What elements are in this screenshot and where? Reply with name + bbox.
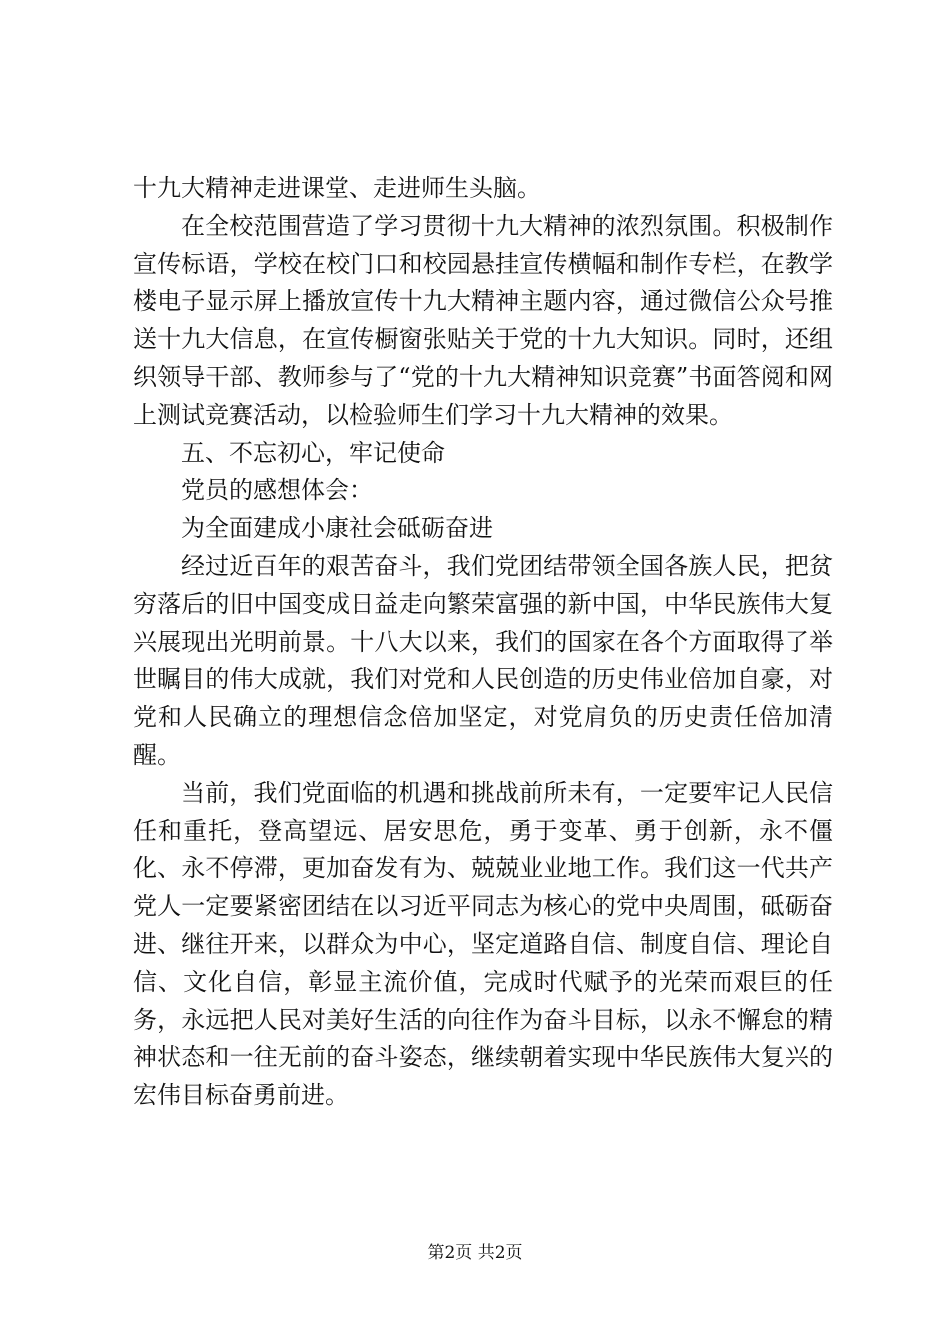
document-body — [133, 170, 833, 1115]
section-heading: 五、不忘初心，牢记使命 — [181, 438, 445, 467]
essay-title: 为全面建成小康社会砥砺奋进 — [181, 514, 493, 543]
paragraph-current-mission: 当前，我们党面临的机遇和挑战前所未有，一定要牢记人民信任和重托，登高望远、居安思危，勇于变革、勇于创新，永不僵化、永不停滞，更加奋发有为、兢兢业业地工作。我们这一代共产党人一定要紧密团结在以习近平同志为核心的党中央周围，砥砺奋进、继往开来，以群众为中心，坚定道路自信、制度自信、理论自信、文化自信，彰显主流价值，完成时代赋予的光荣而艰巨的任务，永远把人民对美好生活的向往作为奋斗目标，以永不懈怠的精神状态和一往无前的奋斗姿态，继续朝着实现中华民族伟大复兴的宏伟目标奋勇前进。 — [133, 778, 833, 1110]
page-number-footer: 第2页 共2页 — [427, 1243, 523, 1263]
paragraph-campus-atmosphere: 在全校范围营造了学习贯彻十九大精神的浓烈氛围。积极制作宣传标语，学校在校门口和校园悬挂宣传横幅和制作专栏，在教学楼电子显示屏上播放宣传十九大精神主题内容，通过微信公众号推送十九大信息，在宣传橱窗张贴关于党的十九大知识。同时，还组织领导干部、教师参与了“党的十九大精神知识竞赛”书面答阅和网上测试竞赛活动，以检验师生们学习十九大精神的效果。 — [133, 211, 833, 429]
paragraph-continuation: 十九大精神走进课堂、走进师生头脑。 — [133, 174, 541, 202]
paragraph-history: 经过近百年的艰苦奋斗，我们党团结带领全国各族人民，把贫穷落后的旧中国变成日益走向繁荣富强的新中国，中华民族伟大复兴展现出光明前景。十八大以来，我们的国家在各个方面取得了举世瞩目的伟大成就，我们对党和人民创造的历史伟业倍加自豪，对党和人民确立的理想信念倍加坚定，对党肩负的历史责任倍加清醒。 — [133, 551, 833, 769]
subheading-reflections: 党员的感想体会： — [181, 476, 373, 505]
